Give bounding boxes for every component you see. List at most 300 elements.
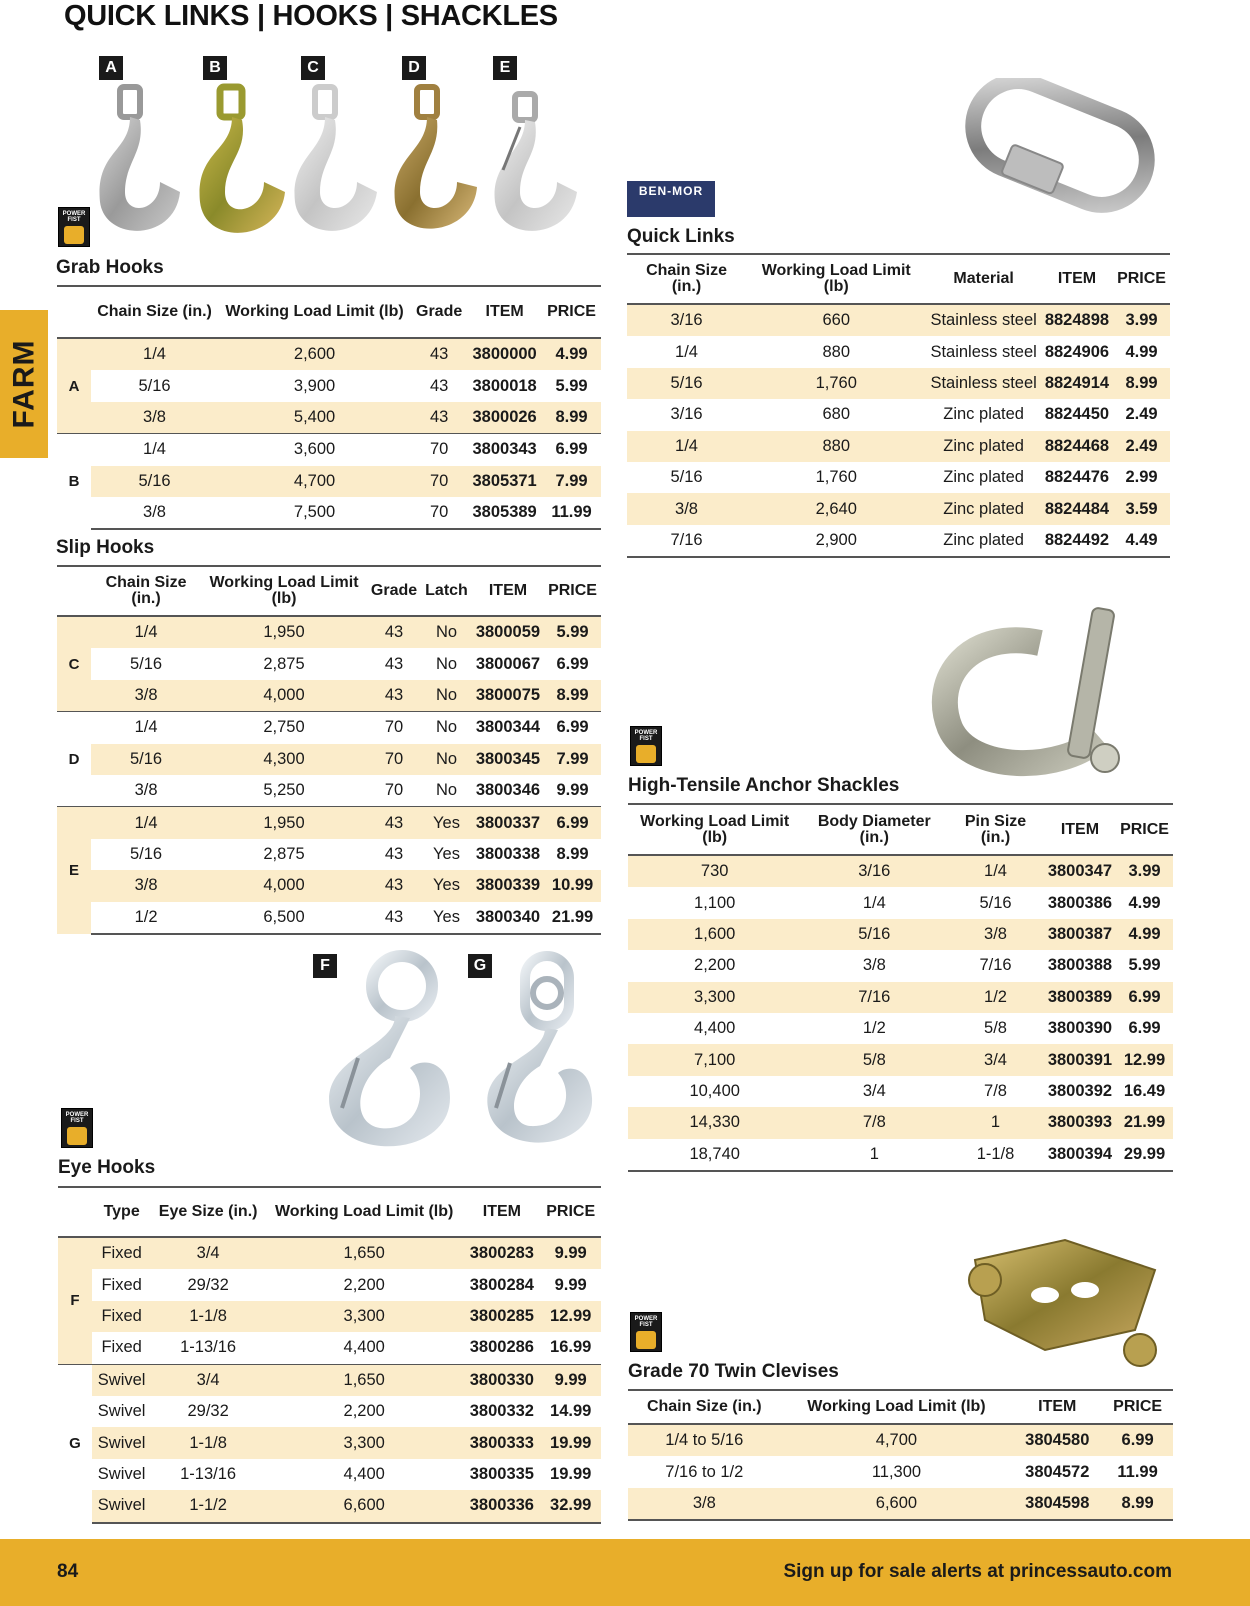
table-cell: 1,650 [265,1237,463,1269]
slip-hooks-title: Slip Hooks [56,537,155,558]
table-cell: Swivel [97,1402,146,1421]
table-cell: 5,250 [263,781,305,800]
table-row [628,919,1173,950]
table-cell: No [435,654,458,673]
table-cell: 3,900 [293,376,336,395]
table-cell: 3/4 [947,1044,1044,1075]
table-cell: 2,875 [263,844,305,863]
col-header: ITEM [1044,804,1116,855]
table-cell: 6,600 [781,1488,1013,1520]
table-cell: 5/16 [627,368,746,399]
footer-promo-link[interactable]: Sign up for sale alerts at princessauto.com [783,1561,1172,1582]
table-cell: 1/4 [675,342,698,361]
col-header: Working Load Limit (lb) [746,254,926,304]
table-cell: 5/16 [91,744,201,775]
col-header: PRICE [1116,804,1173,855]
table-cell: 1/4 [947,855,1044,887]
table-row [627,399,1170,430]
item-number: 3800347 [1044,855,1116,887]
brand-logo-text: BEN-MOR [638,184,704,198]
table-cell: 5/16 [91,466,218,497]
hook-letter-badge: E [493,56,517,80]
price: 9.99 [540,1364,601,1396]
table-row [627,493,1170,524]
table-row [57,775,601,807]
item-number: 3800345 [472,744,544,775]
table-cell: 3/8 [627,493,746,524]
table-cell: 730 [628,855,801,887]
page-title: QUICK LINKS | HOOKS | SHACKLES [64,0,558,32]
table-cell: Zinc plated [943,405,1024,424]
table-row [57,648,601,679]
section-tab-label: FARM [7,339,40,429]
table-cell: 2,200 [343,1402,385,1421]
grab-hook-c-image [295,87,377,231]
price: 7.99 [544,744,601,775]
item-number: 3804572 [1025,1462,1090,1481]
col-header: ITEM [472,566,544,616]
item-number: 8824468 [1041,431,1113,462]
table-row [58,1332,601,1364]
item-number: 3800343 [467,434,542,466]
hook-letter-badge: B [203,56,227,80]
col-header: Working Load Limit (lb) [628,804,801,855]
table-cell: 680 [822,405,850,424]
table-cell: 4,000 [201,680,367,712]
table-row [58,1396,601,1427]
col-header: PRICE [1113,254,1170,304]
table-cell: No [421,616,472,648]
table-cell: 880 [746,431,926,462]
brand-logo-text: POWER FIST [65,1112,89,1124]
grab-hooks-title: Grab Hooks [56,257,164,278]
table-row [58,1237,601,1269]
anchor-shackles-title: High-Tensile Anchor Shackles [628,775,900,796]
table-cell: 2,640 [746,493,926,524]
table-cell: 5/16 [670,468,703,487]
price: 6.99 [1116,982,1173,1013]
table-cell: 43 [411,402,467,434]
price: 21.99 [1116,1107,1173,1138]
table-cell: 3,300 [628,982,801,1013]
table-row [58,1459,601,1490]
item-number: 3800330 [463,1364,540,1396]
table-cell: 3/8 [628,1488,781,1520]
table-cell: 4,300 [201,744,367,775]
table-cell: Stainless steel [926,304,1040,336]
power-fist-logo [630,1312,662,1352]
price: 29.99 [1116,1139,1173,1171]
group-header [57,566,91,616]
table-cell: 3/4 [862,1081,886,1100]
eye-hooks-table [58,1186,601,1524]
price: 8.99 [542,402,601,434]
table-cell: Swivel [92,1490,151,1522]
table-cell: 43 [367,902,421,934]
table-cell: 6,500 [201,902,367,934]
table-cell: 1/4 [627,431,746,462]
item-number: 3800000 [467,338,542,370]
table-row [627,525,1170,557]
table-cell: Fixed [92,1301,151,1332]
table-row [628,1488,1173,1520]
table-row [58,1490,601,1522]
col-header: Grade [411,286,467,338]
item-number: 3800344 [472,712,544,744]
table-row [58,1269,601,1300]
price: 4.99 [542,338,601,370]
price: 5.99 [1128,956,1161,975]
quick-link-image [950,78,1170,223]
table-cell: 1-1/2 [151,1490,265,1522]
grab-hook-b-image [200,87,285,233]
table-cell: Swivel [92,1364,151,1396]
table-cell: 3/8 [862,956,886,975]
table-cell: 1,950 [201,616,367,648]
table-cell: 1/4 [91,712,201,744]
group-header [57,286,91,338]
table-cell: 1/2 [947,982,1044,1013]
table-row [57,616,601,648]
table-cell: Yes [433,844,460,863]
table-cell: 70 [411,466,467,497]
col-header: PRICE [540,1187,601,1237]
table-row [57,839,601,870]
grab-hooks-table [57,285,601,530]
item-number: 3804598 [1012,1488,1102,1520]
item-number: 8824914 [1041,368,1113,399]
table-cell: Yes [421,807,472,839]
table-cell: 1/4 [91,807,201,839]
table-cell: 3/4 [151,1237,265,1269]
group-label: B [57,434,91,530]
table-row [57,434,601,466]
price: 8.99 [1102,1488,1173,1520]
table-cell: 3,300 [265,1427,463,1458]
group-label: A [57,338,91,434]
price: 3.99 [1116,855,1173,887]
table-cell: 4,400 [343,1464,385,1483]
slip-hooks-table [57,565,601,935]
table-row [627,336,1170,367]
eye-hook-fixed-image [329,956,450,1146]
table-cell: Stainless steel [930,342,1037,361]
price: 6.99 [556,654,589,673]
price: 19.99 [540,1427,601,1458]
item-number: 3800340 [472,902,544,934]
price: 6.99 [544,807,601,839]
price: 21.99 [544,902,601,934]
item-number: 3800332 [469,1402,534,1421]
price: 6.99 [1102,1424,1173,1456]
price: 2.49 [1125,405,1158,424]
price: 9.99 [556,781,589,800]
table-cell: Stainless steel [926,368,1040,399]
table-cell: 7,500 [218,497,411,529]
table-cell: 1,950 [201,807,367,839]
twin-clevises-title: Grade 70 Twin Clevises [628,1361,839,1382]
table-cell: No [421,744,472,775]
table-cell: Yes [421,902,472,934]
section-tab-farm [0,310,48,458]
table-cell: 1,600 [628,919,801,950]
table-cell: 1/2 [91,902,201,934]
table-cell: 2,200 [343,1275,385,1294]
item-number: 3800390 [1047,1019,1113,1038]
price: 6.99 [542,434,601,466]
col-header: Grade [367,566,421,616]
table-cell: 1/4 [862,893,886,912]
item-number: 8824898 [1041,304,1113,336]
table-cell: 7/16 [627,525,746,557]
table-cell: 3/4 [151,1364,265,1396]
table-cell: 7/16 [801,982,947,1013]
slip-hook-d-image [395,87,477,229]
table-cell: 1/4 [91,434,218,466]
fist-icon [67,1127,87,1145]
table-cell: 2,750 [201,712,367,744]
brand-logo-text: POWER FIST [634,1316,658,1328]
table-row [57,466,601,497]
table-cell: 1-1/8 [151,1427,265,1458]
hook-letter-badge: A [99,56,123,80]
table-cell: 5/16 [138,376,171,395]
col-header: Chain Size (in.) [91,566,201,616]
table-cell: 18,740 [628,1139,801,1171]
table-cell: 70 [411,497,467,529]
col-header: Chain Size (in.) [91,286,218,338]
table-row [628,855,1173,887]
table-cell: 10,400 [689,1081,740,1100]
table-cell: No [435,781,458,800]
table-row [57,680,601,712]
group-label: E [57,807,91,934]
table-cell: 7/16 to 1/2 [665,1462,744,1481]
table-row [57,370,601,401]
table-cell: Yes [421,870,472,901]
item-number: 3805371 [467,466,542,497]
table-cell: 3,600 [218,434,411,466]
table-cell: 1-1/8 [151,1301,265,1332]
col-header: ITEM [463,1187,540,1237]
group-label: D [57,712,91,807]
table-cell: 7,100 [628,1044,801,1075]
table-cell: 4,700 [781,1424,1013,1456]
table-cell: Zinc plated [926,493,1040,524]
table-cell: 3/8 [91,402,218,434]
group-header [58,1187,92,1237]
fist-icon [636,745,656,763]
table-cell: 43 [384,654,404,673]
col-header: Eye Size (in.) [151,1187,265,1237]
col-header: ITEM [467,286,542,338]
table-cell: 3/8 [947,919,1044,950]
table-cell: 3/8 [91,497,218,529]
table-cell: Fixed [101,1338,142,1357]
price: 19.99 [550,1464,592,1483]
item-number: 8824476 [1044,468,1110,487]
price: 4.99 [1125,342,1158,361]
price: 16.49 [1123,1081,1166,1100]
brand-logo-text: POWER FIST [634,730,658,742]
slip-hook-e-image [495,94,577,231]
col-header: Working Load Limit (lb) [201,566,367,616]
item-number: 3800389 [1044,982,1116,1013]
price: 32.99 [540,1490,601,1522]
page-number: 84 [57,1561,79,1582]
table-cell: 3/8 [91,680,201,712]
item-number: 3800018 [472,376,537,395]
table-row [57,807,601,839]
anchor-shackles-table [628,803,1173,1172]
table-cell: 43 [367,870,421,901]
item-number: 3800285 [463,1301,540,1332]
group-label: G [58,1364,92,1522]
table-cell: 7/8 [984,1081,1007,1100]
col-header: PRICE [542,286,601,338]
price: 11.99 [1117,1462,1158,1481]
table-cell: 1,100 [694,893,736,912]
item-number: 3800286 [469,1338,534,1357]
table-row [628,950,1173,981]
table-cell: No [421,712,472,744]
hook-product-images [90,82,610,247]
col-header: Pin Size (in.) [947,804,1044,855]
eye-hook-images [310,948,600,1163]
price: 7.99 [542,466,601,497]
table-row [628,1013,1173,1044]
table-row [57,902,601,934]
table-cell: 43 [367,616,421,648]
price: 3.99 [1113,304,1170,336]
table-cell: Swivel [92,1427,151,1458]
item-number: 3800393 [1044,1107,1116,1138]
price: 8.99 [1113,368,1170,399]
table-cell: 1,650 [265,1364,463,1396]
price: 3.59 [1113,493,1170,524]
table-cell: 5/8 [984,1019,1007,1038]
item-number: 3800391 [1044,1044,1116,1075]
table-row [627,368,1170,399]
table-row [628,1044,1173,1075]
table-cell: 5/16 [979,893,1012,912]
price: 12.99 [1116,1044,1173,1075]
table-row [628,982,1173,1013]
table-cell: 4,700 [218,466,411,497]
table-cell: 2,200 [694,956,736,975]
table-cell: 1-13/16 [180,1464,237,1483]
table-cell: 1,760 [815,468,857,487]
table-cell: 5/16 [801,919,947,950]
table-cell: No [421,680,472,712]
item-number: 3800386 [1047,893,1113,912]
twin-clevis-image [955,1200,1175,1380]
table-cell: 5/8 [801,1044,947,1075]
table-cell: 4,400 [694,1019,736,1038]
item-number: 3800339 [472,870,544,901]
table-cell: 43 [367,680,421,712]
table-cell: 7/16 [979,956,1012,975]
grab-hook-a-image [100,87,180,231]
table-cell: 1 [801,1139,947,1171]
item-number: 3800059 [472,616,544,648]
table-cell: 7/8 [801,1107,947,1138]
col-header: Working Load Limit (lb) [781,1390,1013,1424]
item-number: 3805389 [467,497,542,529]
table-cell: 1/2 [862,1019,886,1038]
table-row [628,1139,1173,1171]
table-cell: 11,300 [871,1462,922,1481]
table-cell: 660 [746,304,926,336]
item-number: 3800283 [463,1237,540,1269]
col-header: Chain Size (in.) [628,1390,781,1424]
col-header: PRICE [544,566,601,616]
item-number: 3804580 [1012,1424,1102,1456]
item-number: 3800335 [469,1464,534,1483]
table-row [628,887,1173,918]
item-number: 3800394 [1044,1139,1116,1171]
col-header: Working Load Limit (lb) [218,286,411,338]
anchor-shackle-image [930,588,1170,778]
price: 4.49 [1113,525,1170,557]
price: 4.99 [1128,893,1161,912]
table-cell: 3/8 [91,870,201,901]
table-cell: 5/16 [129,654,163,673]
table-cell: 43 [384,844,404,863]
table-cell: 29/32 [187,1402,229,1421]
brand-logo-text: POWER FIST [62,211,86,223]
col-header: Body Diameter (in.) [801,804,947,855]
table-cell: Fixed [101,1275,142,1294]
price: 6.99 [544,712,601,744]
table-row [627,431,1170,462]
table-cell: 5/16 [129,844,163,863]
hook-letter-badge: C [301,56,325,80]
table-row [628,1456,1173,1487]
item-number: 3800067 [475,654,541,673]
table-cell: 4,000 [201,870,367,901]
table-row [57,744,601,775]
table-row [628,1107,1173,1138]
eye-hook-swivel-image [487,956,592,1143]
table-cell: 1-13/16 [180,1338,237,1357]
col-header: Type [92,1187,151,1237]
table-cell: Zinc plated [943,468,1024,487]
item-number: 3800336 [463,1490,540,1522]
table-row [57,870,601,901]
power-fist-logo [630,726,662,766]
table-cell: 1/4 [91,616,201,648]
hook-letter-badge: F [313,954,337,978]
price: 4.99 [1116,919,1173,950]
fist-icon [64,226,84,244]
table-cell: 6,600 [265,1490,463,1522]
hook-letter-badge: D [402,56,426,80]
group-label: F [58,1237,92,1364]
table-cell: 43 [411,338,467,370]
item-number: 3800346 [475,781,541,800]
twin-clevises-table [628,1389,1173,1521]
table-cell: Zinc plated [926,431,1040,462]
page-footer [0,1539,1250,1606]
table-cell: 1/4 [91,338,218,370]
table-cell: 1 [947,1107,1044,1138]
col-header: PRICE [1102,1390,1173,1424]
col-header: Latch [421,566,472,616]
table-row [628,1076,1173,1107]
item-number: 8824906 [1044,342,1110,361]
table-cell: 1,760 [746,368,926,399]
